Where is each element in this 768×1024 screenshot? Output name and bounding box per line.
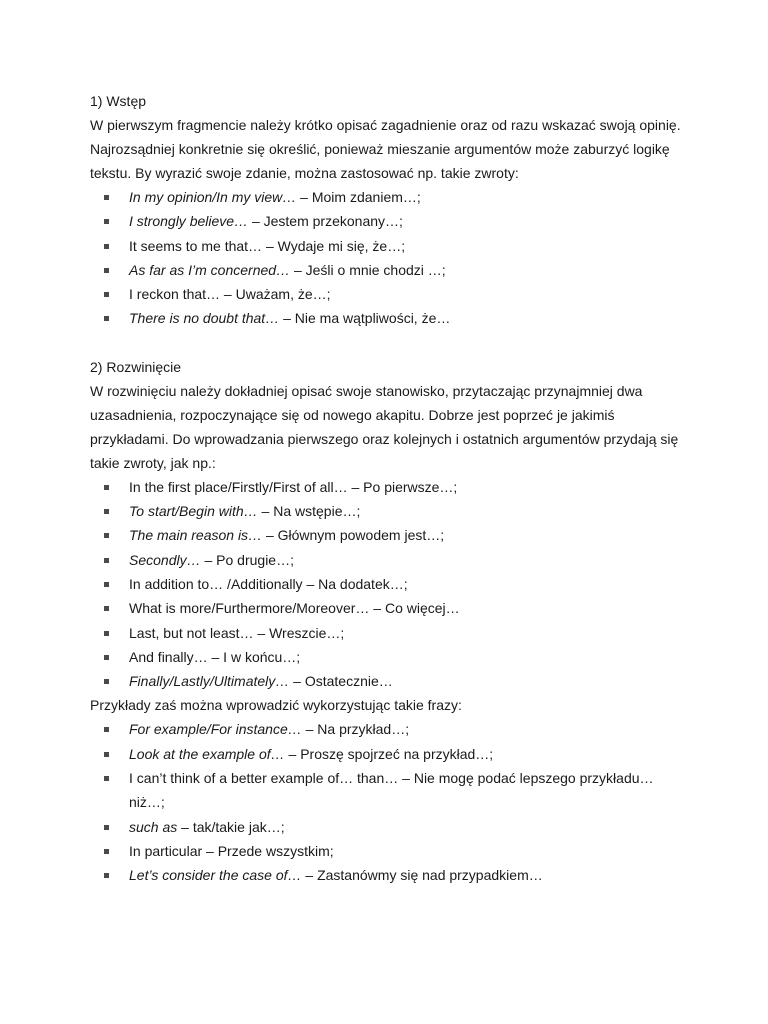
square-bullet-icon: [104, 219, 109, 224]
paragraph-line: uzasadnienia, rozpoczynające się od nowego akapitu. Dobrze jest poprzeć je jakimiś: [90, 406, 615, 423]
english-phrase: In addition to… /Additionally: [129, 575, 303, 592]
polish-translation: – Przede wszystkim;: [202, 842, 334, 859]
list-item: [90, 815, 690, 839]
english-phrase: In the first place/Firstly/First of all…: [129, 478, 348, 495]
square-bullet-icon: [104, 292, 109, 297]
polish-translation: – Jeśli o mnie chodzi …;: [290, 261, 446, 278]
list-item: [90, 499, 690, 523]
polish-translation: – Na wstępie…;: [257, 503, 361, 520]
list-item: [90, 839, 690, 863]
square-bullet-icon: [104, 825, 109, 830]
square-bullet-icon: [104, 631, 109, 636]
polish-translation: – Moim zdaniem…;: [296, 189, 421, 205]
list-item: [90, 209, 690, 233]
document-body: [90, 89, 690, 888]
square-bullet-icon: [104, 195, 109, 200]
polish-translation: – Nie ma wątpliwości, że…: [279, 310, 451, 327]
polish-translation: – tak/takie jak…;: [177, 818, 285, 835]
english-phrase: In particular: [129, 842, 203, 859]
polish-translation: – Na dodatek…;: [302, 575, 408, 592]
polish-translation: – Jestem przekonany…;: [248, 213, 403, 230]
square-bullet-icon: [104, 849, 109, 854]
english-phrase: And finally…: [129, 648, 208, 665]
phrase-list-examples: [90, 717, 690, 887]
english-phrase: I can’t think of a better example of… than…: [129, 770, 399, 787]
paragraph-line: takie zwroty, jak np.:: [90, 454, 216, 471]
polish-translation: – Zastanówmy się nad przypadkiem…: [301, 867, 543, 884]
list-item: [90, 766, 690, 815]
list-item: [90, 185, 690, 209]
polish-translation: – Uważam, że…;: [220, 286, 331, 303]
polish-translation: – Wreszcie…;: [253, 624, 345, 641]
list-item: [90, 548, 690, 572]
square-bullet-icon: [104, 606, 109, 611]
list-item: [90, 258, 690, 282]
paragraph-spacer: [90, 331, 690, 355]
english-phrase: I strongly believe…: [129, 213, 249, 230]
list-item: [90, 523, 690, 547]
english-phrase: I reckon that…: [129, 286, 221, 303]
list-item: [90, 669, 690, 693]
square-bullet-icon: [104, 727, 109, 732]
list-item: [90, 717, 690, 741]
list-item: [90, 282, 690, 306]
square-bullet-icon: [104, 873, 109, 878]
paragraph-line: W rozwinięciu należy dokładniej opisać swoje stanowisko, przytaczając przynajmniej dwa: [90, 382, 643, 399]
phrase-list-opinion: [90, 185, 690, 331]
paragraph-line: W pierwszym fragmencie należy krótko opisać zagadnienie oraz od razu wskazać swoją opinię.: [90, 117, 681, 133]
english-phrase: As far as I’m concerned…: [129, 261, 291, 278]
square-bullet-icon: [104, 776, 109, 781]
english-phrase: Finally/Lastly/Ultimately…: [129, 673, 290, 690]
polish-translation: – Co więcej…: [369, 600, 460, 617]
square-bullet-icon: [104, 655, 109, 660]
list-item: [90, 475, 690, 499]
square-bullet-icon: [104, 582, 109, 587]
polish-translation: – Nie mogę podać lepszego przykładu…: [398, 770, 654, 787]
phrase-list-arguments: [90, 475, 690, 694]
polish-translation: – Głównym powodem jest…;: [262, 527, 445, 544]
english-phrase: To start/Begin with…: [129, 503, 258, 520]
english-phrase: Let’s consider the case of…: [129, 867, 302, 884]
polish-translation-continued: niż…;: [129, 794, 165, 811]
list-item: [90, 572, 690, 596]
square-bullet-icon: [104, 558, 109, 563]
english-phrase: In my opinion/In my view…: [129, 189, 297, 205]
paragraph-line: Najrozsądniej konkretnie się określić, ponieważ mieszanie argumentów może zaburzyć logikę: [90, 141, 670, 157]
polish-translation: – Na przykład…;: [301, 721, 410, 738]
english-phrase: What is more/Furthermore/Moreover…: [129, 600, 370, 617]
section-heading-body: 2) Rozwinięcie: [90, 358, 182, 375]
square-bullet-icon: [104, 485, 109, 490]
square-bullet-icon: [104, 244, 109, 249]
english-phrase: There is no doubt that…: [129, 310, 280, 327]
polish-translation: – I w końcu…;: [207, 648, 301, 665]
list-item: [90, 621, 690, 645]
english-phrase: Last, but not least…: [129, 624, 254, 641]
list-item: [90, 596, 690, 620]
list-item: [90, 306, 690, 330]
paragraph-line: tekstu. By wyrazić swoje zdanie, można zastosować np. takie zwroty:: [90, 165, 519, 181]
polish-translation: – Po pierwsze…;: [347, 478, 458, 495]
polish-translation: – Proszę spojrzeć na przykład…;: [284, 745, 494, 762]
square-bullet-icon: [104, 752, 109, 757]
list-item: [90, 863, 690, 887]
square-bullet-icon: [104, 679, 109, 684]
english-phrase: For example/For instance…: [129, 721, 302, 738]
list-item: [90, 742, 690, 766]
list-item: [90, 645, 690, 669]
polish-translation: – Ostatecznie…: [289, 673, 393, 690]
english-phrase: Look at the example of…: [129, 745, 285, 762]
section-heading-intro: 1) Wstęp: [90, 93, 147, 109]
english-phrase: such as: [129, 818, 178, 835]
list-item: [90, 234, 690, 258]
square-bullet-icon: [104, 268, 109, 273]
english-phrase: The main reason is…: [129, 527, 263, 544]
polish-translation: – Wydaje mi się, że…;: [262, 237, 406, 254]
square-bullet-icon: [104, 316, 109, 321]
square-bullet-icon: [104, 509, 109, 514]
english-phrase: It seems to me that…: [129, 237, 263, 254]
square-bullet-icon: [104, 533, 109, 538]
english-phrase: Secondly…: [129, 551, 201, 568]
paragraph-line: przykładami. Do wprowadzania pierwszego oraz kolejnych i ostatnich argumentów przydają się: [90, 430, 679, 447]
polish-translation: – Po drugie…;: [200, 551, 294, 568]
examples-intro: Przykłady zaś można wprowadzić wykorzystując takie frazy:: [90, 697, 462, 714]
